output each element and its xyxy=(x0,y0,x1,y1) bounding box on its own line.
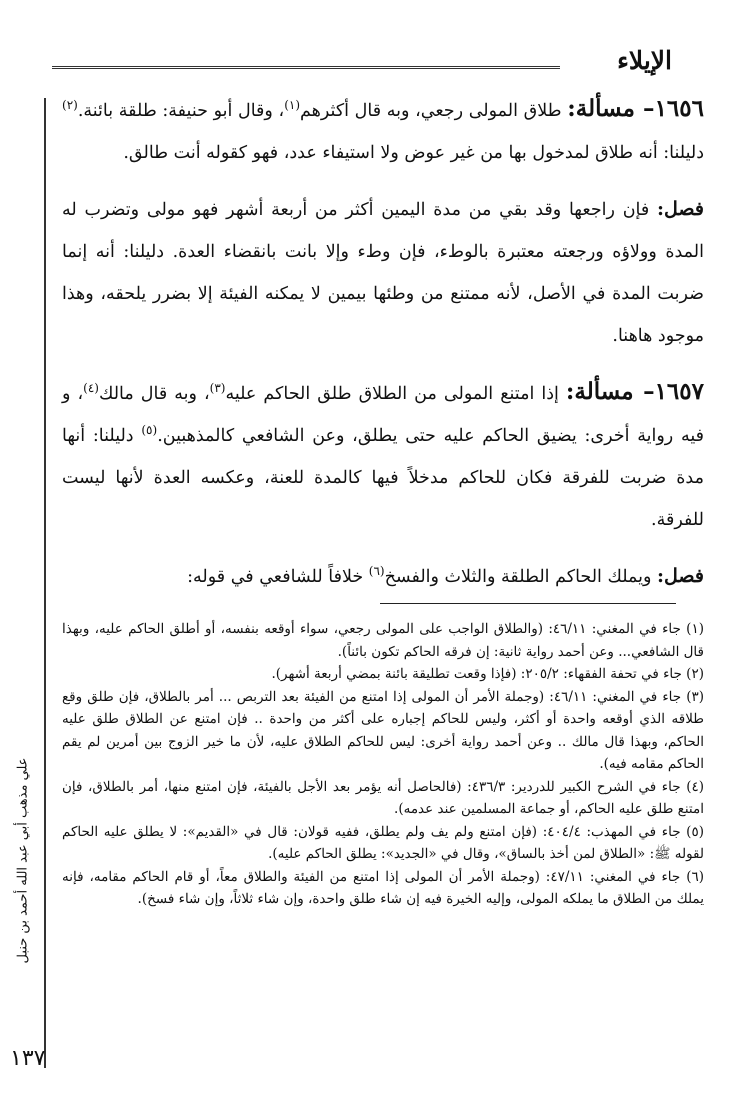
fasl-text: ويملك الحاكم الطلقة والثلاث والفسخ xyxy=(384,567,652,587)
running-title-text: علي مذهب أبي عبد الله أحمد بن حنبل xyxy=(15,757,31,963)
main-text xyxy=(62,88,704,612)
footnote-separator xyxy=(380,603,676,604)
issue-text: دليلنا: أنه طلاق لمدخول بها من غير عوض ولا استيفاء عدد، فهو كقوله أنت طالق. xyxy=(123,143,704,163)
issue-text: ، وبه قال مالك xyxy=(98,384,210,404)
issue-1656 xyxy=(62,88,704,174)
footnote-ref-3: (٣) xyxy=(209,381,226,396)
footnote-ref-5: (٥) xyxy=(141,423,158,438)
footnote-2: (٢) جاء في تحفة الفقهاء: ٢٠٥/٢: (فإذا وقعت تطليقة بائنة بمضي أربعة أشهر). xyxy=(271,666,704,682)
issue-label: ١٦٥٧– مسألة: xyxy=(565,378,704,405)
fasl-label: فصل: xyxy=(657,198,704,220)
footnote-ref-6: (٦) xyxy=(368,564,385,579)
fasl-label: فصل: xyxy=(657,565,704,587)
margin-rule xyxy=(44,98,46,1068)
footnote-6: (٦) جاء في المغني: ٤٧/١١: (وجملة الأمر أن المولى إذا امتنع من الفيئة والطلاق معاً، أو قام الحاكم مقامه، فإنه يملك من الطلاق ما يملكه المولى، وإليه الخيرة فيه إن شاء طلق واحدة، وإن شاء ثلاثاً، وإن شاء فسخ). xyxy=(62,868,705,907)
footnote-4: (٤) جاء في الشرح الكبير للدردير: ٤٣٦/٣: (فالحاصل أنه يؤمر بعد الأجل بالفيئة، فإن امتنع منها، أمر بالطلاق، فإن امتنع طلق عليه الحاكم، أو جماعة المسلمين عند عدمه). xyxy=(62,778,705,817)
issue-text: ، وقال أبو حنيفة: طلقة بائنة. xyxy=(77,101,285,121)
fasl-text: خلافاً للشافعي في قوله: xyxy=(187,567,369,587)
footnotes xyxy=(62,618,704,911)
footnote-ref-4: (٤) xyxy=(83,381,99,396)
fasl-paragraph-1 xyxy=(62,188,704,357)
running-title-vertical xyxy=(6,640,40,1080)
fasl-text: فإن راجعها وقد بقي من مدة اليمين أكثر من أربعة أشهر فهو مولى وتضرب له المدة وولاؤه ورجعته معتبرة بالوطء، فإن وطء وإلا بانت بانقضاء العدة. دليلنا: أنه إنما ضربت المدة في الأصل، لأنه ممتنع من وطئها بيمين لا يمكنه الفيئة إلا بضرر يلحقه، وهذا موجود هاهنا. xyxy=(62,200,704,346)
issue-text: دليلنا: أنها مدة ضربت للفرقة فكان للحاكم مدخلاً فيها كالمدة للعنة، وعكسه العدة لأنها ليست للفرقة. xyxy=(62,426,704,530)
footnote-1: (١) جاء في المغني: ٤٦/١١: (والطلاق الواجب على المولى رجعي، سواء أوقعه بنفسه، أو أطلق الحاكم عليه، وبهذا قال الشافعي... وعن أحمد رواية ثانية: إن فرقه الحاكم تكون بائناً). xyxy=(62,621,704,660)
footnote-3: (٣) جاء في المغني: ٤٦/١١: (وجملة الأمر أن المولى إذا امتنع من الفيئة بعد التربص ... أمر بالطلاق، فإن طلق وقع طلاقه الذي أوقعه واحدة أو أكثر، وليس للحاكم إجباره على أكثر من واحدة .. فإن امتنع عن الطلاق طلق عليه الحاكم، وبهذا قال مالك .. وعن أحمد رواية أخرى: ليس للحاكم الطلاق عليه، لأن ما خير الزوج بين أمرين لم يقم الحاكم مقامه فيه). xyxy=(62,688,705,772)
issue-text: طلاق المولى رجعي، وبه قال أكثرهم xyxy=(300,101,562,121)
page-number: ١٣٧ xyxy=(10,1046,46,1071)
header-rule xyxy=(52,66,560,69)
chapter-title: الإيلاء xyxy=(617,46,672,75)
issue-1657 xyxy=(62,371,704,541)
footnote-ref-2: (٢) xyxy=(62,98,78,113)
footnote-ref-1: (١) xyxy=(284,98,301,113)
footnote-5: (٥) جاء في المهذب: ٤٠٤/٤: (فإن امتنع ولم يف ولم يطلق، ففيه قولان: قال في «القديم»: لا يطلق عليه الحاكم لقوله ﷺ: «الطلاق لمن أخذ بالساق»، وقال في «الجديد»: يطلق الحاكم عليه). xyxy=(62,823,704,862)
issue-text: ، و فيه رواية أخرى: يضيق الحاكم عليه حتى يطلق، وعن الشافعي كالمذهبين. xyxy=(62,384,705,446)
issue-text: إذا امتنع المولى من الطلاق طلق الحاكم عليه xyxy=(225,384,559,404)
fasl-paragraph-2 xyxy=(62,555,704,598)
issue-label: ١٦٥٦– مسألة: xyxy=(567,95,704,122)
